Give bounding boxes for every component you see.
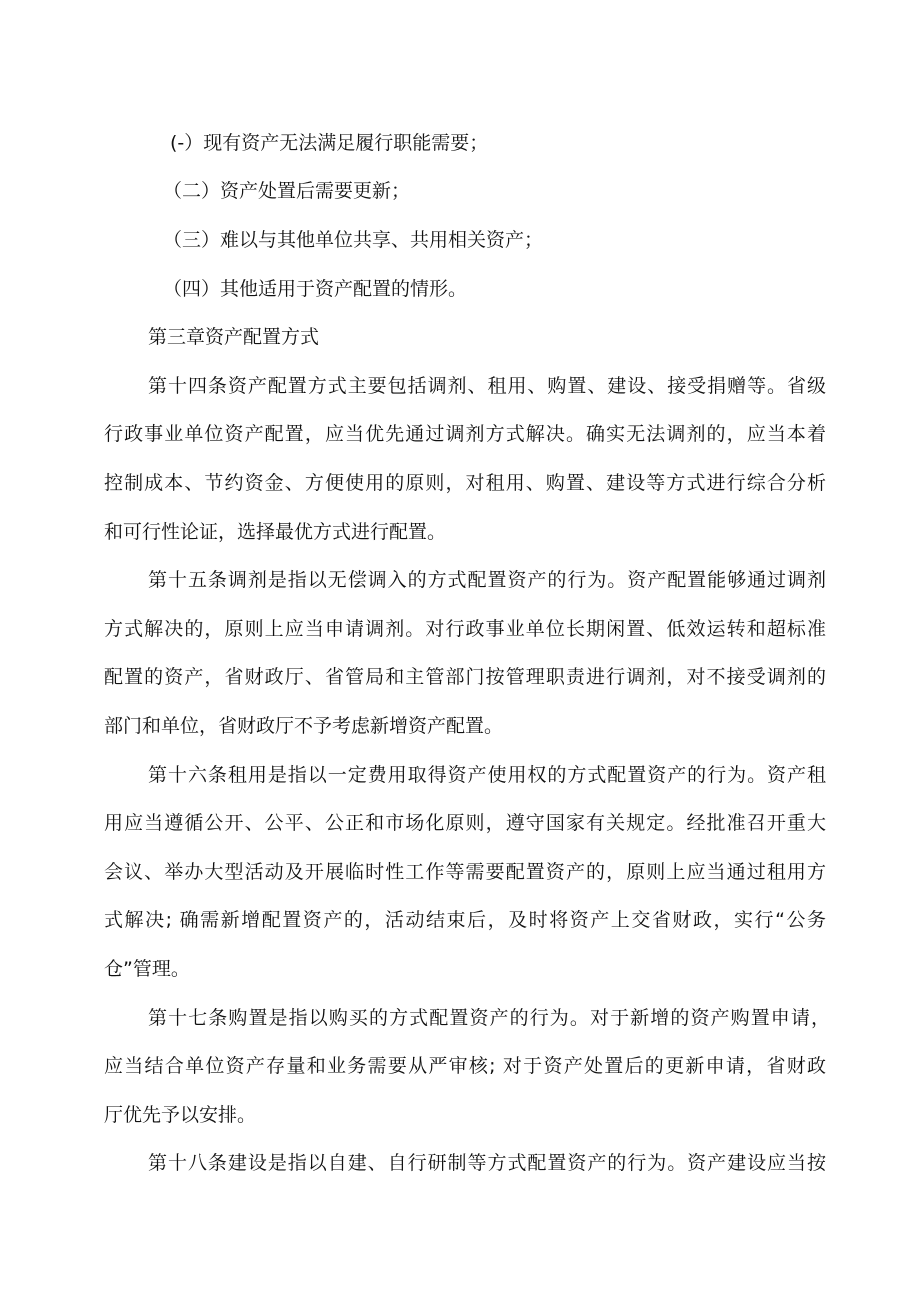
article-15-line-4: 部门和单位，省财政厅不予考虑新增资产配置。 <box>104 715 504 737</box>
article-14-line-4: 和可行性论证，选择最优方式进行配置。 <box>104 521 447 543</box>
article-16-line-3: 会议、举办大型活动及开展临时性工作等需要配置资产的，原则上应当通过租用方 <box>104 861 826 883</box>
article-14-line-3: 控制成本、节约资金、方便使用的原则，对租用、购置、建设等方式进行综合分析 <box>104 472 826 494</box>
article-14-line-2: 行政事业单位资产配置，应当优先通过调剂方式解决。确实无法调剂的，应当本着 <box>104 423 826 445</box>
article-15-line-2: 方式解决的，原则上应当申请调剂。对行政事业单位长期闲置、低效运转和超标准 <box>104 618 826 640</box>
article-14-line-1: 第十四条资产配置方式主要包括调剂、租用、购置、建设、接受捐赠等。省级 <box>148 375 826 397</box>
chapter-title: 第三章资产配置方式 <box>148 326 320 348</box>
article-17-line-3: 厅优先予以安排。 <box>104 1104 257 1126</box>
article-16-line-2: 用应当遵循公开、公平、公正和市场化原则，遵守国家有关规定。经批准召开重大 <box>104 812 826 834</box>
article-16-line-5: 仓”管理。 <box>104 958 190 980</box>
article-16-line-4: 式解决; 确需新增配置资产的，活动结束后，及时将资产上交省财政，实行“公务 <box>104 909 826 931</box>
article-17-line-1: 第十七条购置是指以购买的方式配置资产的行为。对于新增的资产购置申请， <box>148 1007 830 1029</box>
list-item-3: （三）难以与其他单位共享、共用相关资产； <box>163 229 544 251</box>
list-item-1: (-）现有资产无法满足履行职能需要； <box>170 132 489 154</box>
list-item-2: （二）资产处置后需要更新； <box>163 180 411 202</box>
article-18-line-1: 第十八条建设是指以自建、自行研制等方式配置资产的行为。资产建设应当按 <box>148 1152 826 1174</box>
article-15-line-3: 配置的资产，省财政厅、省管局和主管部门按管理职责进行调剂，对不接受调剂的 <box>104 666 826 688</box>
article-15-line-1: 第十五条调剂是指以无偿调入的方式配置资产的行为。资产配置能够通过调剂 <box>148 569 826 591</box>
list-item-4: （四）其他适用于资产配置的情形。 <box>163 278 468 300</box>
article-16-line-1: 第十六条租用是指以一定费用取得资产使用权的方式配置资产的行为。资产租 <box>148 764 826 786</box>
article-17-line-2: 应当结合单位资产存量和业务需要从严审核; 对于资产处置后的更新申请，省财政 <box>104 1055 826 1077</box>
